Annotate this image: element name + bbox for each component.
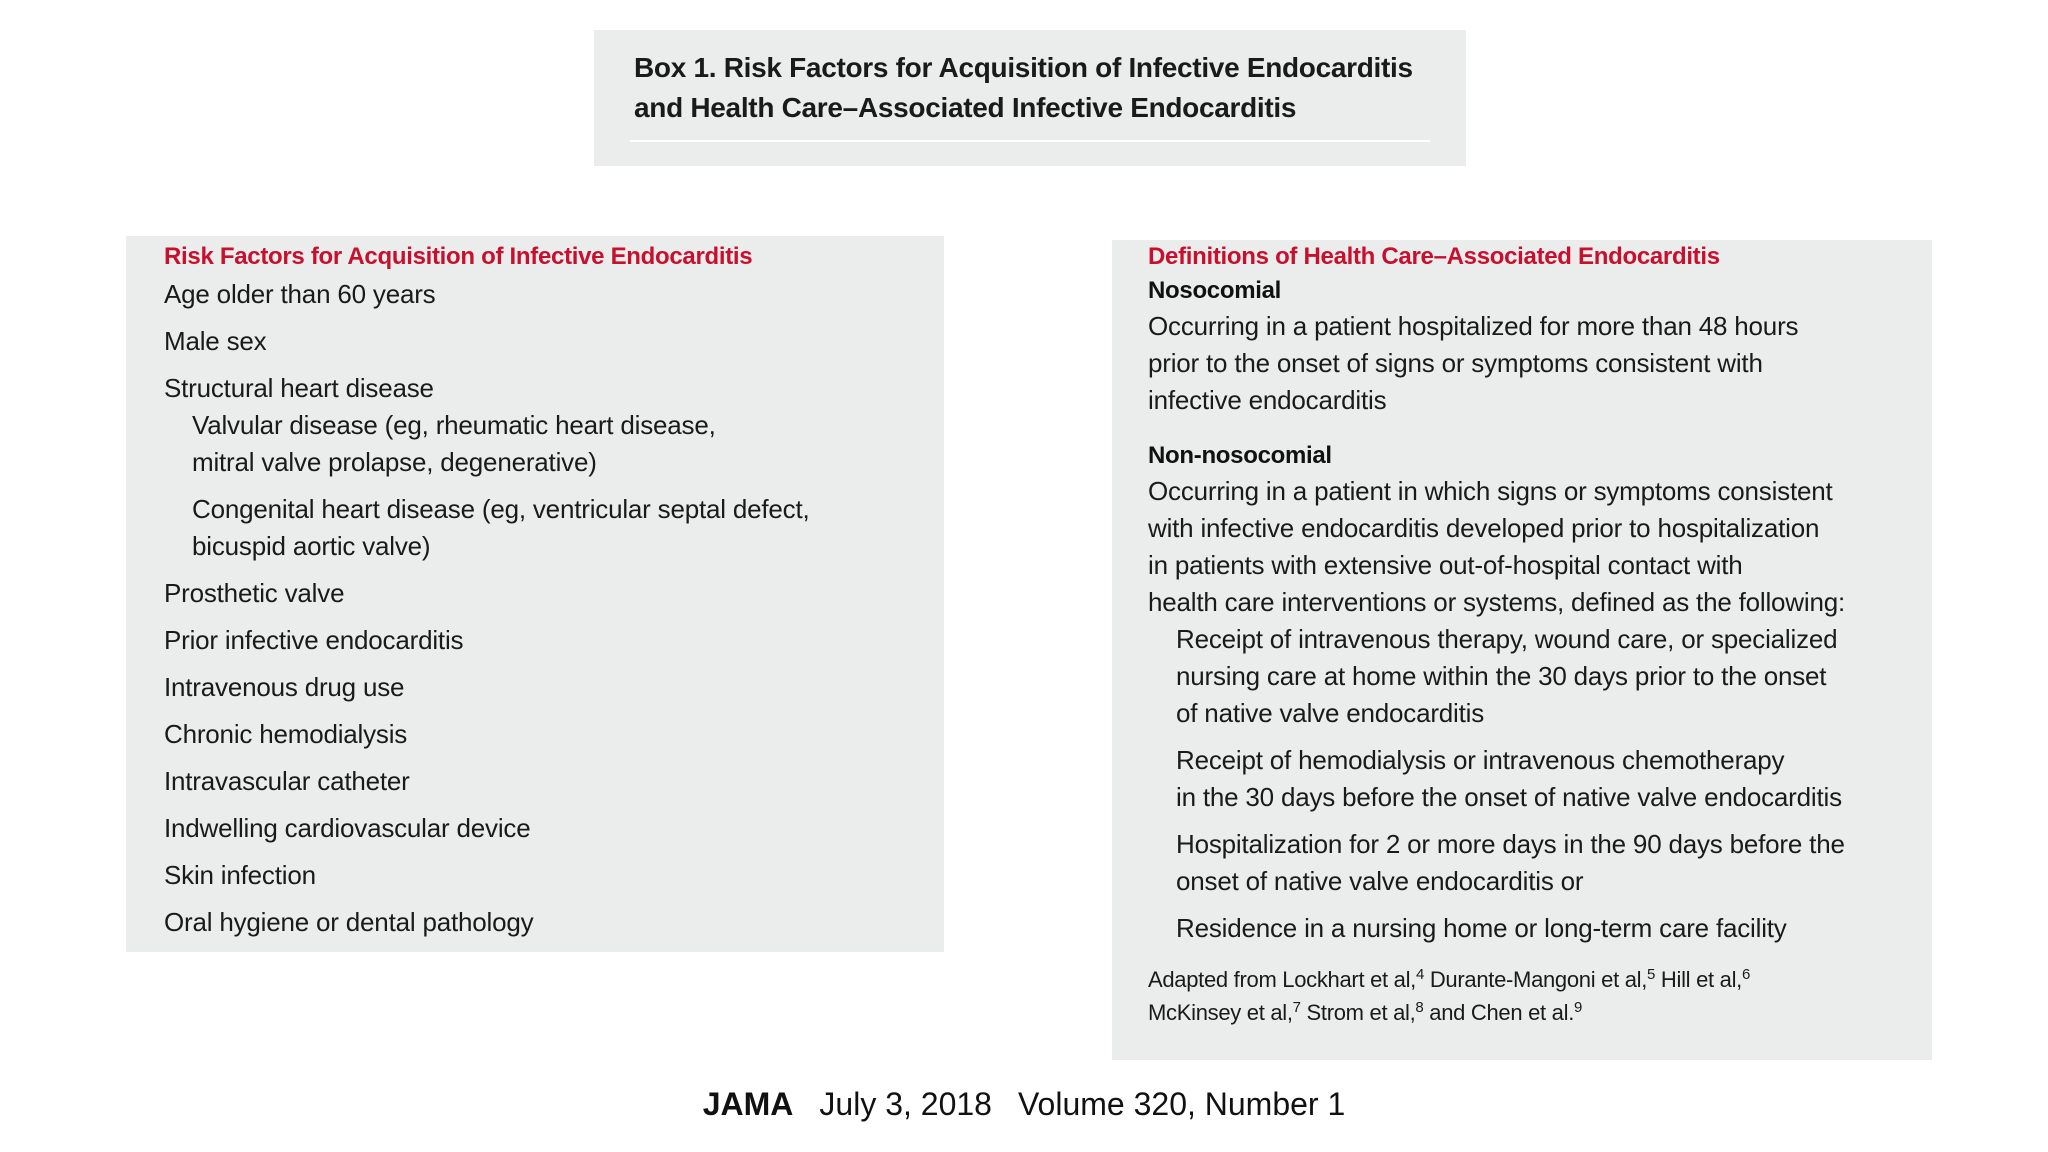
non-nosocomial-definition [1148, 473, 1932, 621]
risk-factor-item: Age older than 60 years [164, 279, 436, 309]
criterion-line: onset of native valve endocarditis or [1176, 866, 1584, 896]
reference-superscript: 5 [1647, 966, 1656, 983]
risk-factor-item: Intravascular catheter [164, 766, 410, 796]
risk-factor-item: Intravenous drug use [164, 672, 405, 702]
non-nosocomial-label: Non-nosocomial [1148, 442, 1332, 469]
journal-name: JAMA [702, 1086, 794, 1122]
risk-factors-heading: Risk Factors for Acquisition of Infective Endocarditis [164, 243, 753, 270]
definition-line: infective endocarditis [1148, 385, 1387, 415]
source-text: Hill et al, [1655, 967, 1742, 992]
risk-factors-panel [126, 236, 944, 952]
risk-factor-item: Male sex [164, 326, 267, 356]
criterion-line: Receipt of intravenous therapy, wound care, or specialized [1176, 624, 1838, 654]
criterion-line: in the 30 days before the onset of native valve endocarditis [1176, 782, 1842, 812]
reference-superscript: 6 [1741, 966, 1751, 983]
definition-line: with infective endocarditis developed prior to hospitalization [1148, 513, 1820, 543]
definition-line: Occurring in a patient hospitalized for more than 48 hours [1148, 311, 1799, 341]
subitem-line: Valvular disease (eg, rheumatic heart disease, [192, 410, 716, 440]
reference-superscript: 9 [1574, 999, 1583, 1016]
definitions-heading: Definitions of Health Care–Associated Endocarditis [1148, 243, 1720, 270]
criterion-line: of native valve endocarditis [1176, 698, 1485, 728]
source-note [1148, 963, 1932, 1029]
definition-line: health care interventions or systems, defined as the following: [1148, 587, 1846, 617]
reference-superscript: 4 [1415, 966, 1425, 983]
definition-line: Occurring in a patient in which signs or symptoms consistent [1148, 476, 1833, 506]
criterion-line: Hospitalization for 2 or more days in the 90 days before the [1176, 829, 1845, 859]
box-title-line-2: and Health Care–Associated Infective Endocarditis [634, 92, 1297, 123]
volume-number: Volume 320, Number 1 [1017, 1086, 1346, 1122]
spacer [1148, 419, 1932, 439]
nosocomial-definition [1148, 308, 1932, 419]
definition-line: prior to the onset of signs or symptoms consistent with [1148, 348, 1763, 378]
definitions-panel [1112, 240, 1932, 1060]
non-nosocomial-criterion [1148, 742, 1932, 816]
source-text: Strom et al, [1300, 1000, 1416, 1025]
definition-line: in patients with extensive out-of-hospital contact with [1148, 550, 1743, 580]
reference-superscript: 7 [1292, 999, 1301, 1016]
non-nosocomial-criterion [1148, 910, 1932, 947]
criterion-line: Receipt of hemodialysis or intravenous chemotherapy [1176, 745, 1785, 775]
risk-factor-item: Prosthetic valve [164, 578, 345, 608]
structural-subitem [164, 491, 944, 565]
issue-date: July 3, 2018 [819, 1086, 992, 1122]
page-footer [0, 1082, 2048, 1126]
source-text: Adapted from Lockhart et al, [1148, 967, 1416, 992]
non-nosocomial-criterion [1148, 621, 1932, 732]
non-nosocomial-criterion [1148, 826, 1932, 900]
subitem-line: mitral valve prolapse, degenerative) [192, 447, 597, 477]
subitem-line: bicuspid aortic valve) [192, 531, 431, 561]
reference-superscript: 8 [1415, 999, 1424, 1016]
source-text: Durante-Mangoni et al, [1424, 967, 1648, 992]
source-line-2 [1148, 996, 1932, 1029]
nosocomial-label: Nosocomial [1148, 277, 1282, 304]
title-divider [630, 140, 1430, 142]
subitem-line: Congenital heart disease (eg, ventricular septal defect, [192, 494, 810, 524]
risk-factor-item: Chronic hemodialysis [164, 719, 408, 749]
box-title [594, 30, 1466, 166]
criterion-line: Residence in a nursing home or long-term care facility [1176, 913, 1787, 943]
source-line-1 [1148, 963, 1932, 996]
risk-factor-item: Oral hygiene or dental pathology [164, 907, 534, 937]
box-title-line-1: Box 1. Risk Factors for Acquisition of Infective Endocarditis [634, 52, 1413, 83]
source-text: McKinsey et al, [1148, 1000, 1293, 1025]
risk-factor-item: Structural heart disease [164, 373, 434, 403]
source-text: and Chen et al. [1423, 1000, 1575, 1025]
structural-subitem [164, 407, 944, 481]
risk-factor-item: Indwelling cardiovascular device [164, 813, 531, 843]
risk-factor-item: Prior infective endocarditis [164, 625, 464, 655]
criterion-line: nursing care at home within the 30 days prior to the onset [1176, 661, 1827, 691]
risk-factor-item: Skin infection [164, 860, 316, 890]
